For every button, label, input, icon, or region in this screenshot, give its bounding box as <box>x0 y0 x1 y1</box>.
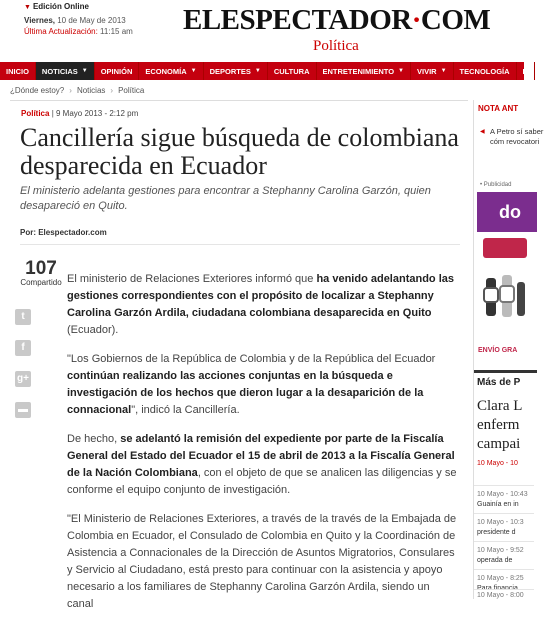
article-subtitle: El ministerio adelanta gestiones para encontrar a Stephanny Carolina Garzón, quien desapareció en Quito. <box>20 185 431 212</box>
paragraph: El ministerio de Relaciones Exteriores informó que ha venido adelantando las gestiones correspondientes con el propósito de localizar a Stephanny Carolina Garzón Ardila, ciudadana colombiana desaparecida en Quito (Ecuador). <box>67 273 454 336</box>
list-item[interactable]: 10 Mayo - 9:52 operada de <box>477 547 524 564</box>
main-nav <box>0 62 528 80</box>
divider <box>474 589 534 590</box>
edition-selector[interactable]: ▼ Edición Online <box>24 2 89 11</box>
current-date: Viernes, 10 de May de 2013 <box>24 16 126 25</box>
breadcrumb: ¿Dónde estoy? › Noticias › Política <box>10 86 145 95</box>
nav-item-vivir[interactable]: VIVIR ▼ <box>411 62 454 80</box>
list-item[interactable]: 10 Mayo - 8:25 <box>477 575 524 582</box>
divider <box>474 485 534 486</box>
featured-news-date: 10 Mayo - 10 <box>477 460 518 467</box>
nav-item-tecnologia[interactable]: TECNOLOGÍA <box>454 62 517 80</box>
nav-item-economia[interactable]: ECONOMÍA ▼ <box>139 62 203 80</box>
previous-note-link[interactable]: ◀ A Petro sí saber cóm revocatori <box>480 127 544 146</box>
nav-item-inicio[interactable]: INICIO <box>0 62 36 80</box>
breadcrumb-politica[interactable]: Política <box>118 86 145 95</box>
divider <box>474 569 534 570</box>
article-section-link[interactable]: Política <box>21 109 50 118</box>
previous-note-heading: NOTA ANT <box>478 104 519 113</box>
last-update: Última Actualización: 11:15 am <box>24 27 133 36</box>
ad-shipping-text: ENVÍO GRA <box>478 347 518 354</box>
divider <box>20 244 460 245</box>
chevron-down-icon: ▼ <box>81 68 88 74</box>
list-item[interactable]: 10 Mayo - 10:43 Guainía en in <box>477 491 528 508</box>
share-count: 107 Compartido <box>20 258 62 287</box>
chevron-down-icon: ▼ <box>398 68 404 74</box>
paragraph: "Los Gobiernos de la República de Colombia y de la República del Ecuador continúan realizando las acciones conjuntas en la búsqueda e investigación de los hechos que dieron lugar a la desaparición de la connacional", indicó la Cancillería. <box>67 353 436 416</box>
twitter-icon[interactable]: t <box>15 309 31 325</box>
nav-item-entretenimiento[interactable]: ENTRETENIMIENTO ▼ <box>317 62 412 80</box>
paragraph: De hecho, se adelantó la remisión del expediente por parte de la Fiscalía General del Estado del Ecuador el 15 de abril de 2013 a la Fiscalía General de la Nación Colombiana, con el objeto de que se analicen las diligencias y se conforme el equipo conjunto de investigación. <box>67 433 457 496</box>
article-author: Por: Elespectador.com <box>20 228 107 237</box>
featured-news-link[interactable]: Clara L enferm campai <box>477 398 522 452</box>
site-header <box>0 0 524 62</box>
article-meta: Política | 9 Mayo 2013 - 2:12 pm <box>21 109 139 118</box>
comment-icon[interactable]: ▬ <box>15 402 31 418</box>
list-item[interactable]: 10 Mayo - 8:00 <box>477 592 524 599</box>
chevron-down-icon: ▼ <box>254 68 261 74</box>
article-title: Cancillería sigue búsqueda de colombiana desparecida en Ecuador <box>20 123 459 180</box>
sidebar <box>473 100 544 599</box>
nav-item-noticias[interactable]: NOTICIAS ▼ <box>36 62 95 80</box>
ad-label: • Publicidad <box>480 182 512 188</box>
arrow-icon: ◀ <box>480 129 485 135</box>
list-item[interactable]: 10 Mayo - 10:3 presidente d <box>477 519 524 536</box>
more-heading: Más de P <box>474 370 537 388</box>
nav-item-more[interactable]: B <box>517 62 535 80</box>
breadcrumb-noticias[interactable]: Noticias <box>76 86 106 95</box>
chevron-down-icon: ▼ <box>440 68 447 74</box>
divider <box>474 541 534 542</box>
section-title: Política <box>313 38 359 54</box>
ad-watches-image[interactable] <box>480 270 528 325</box>
ad-product-image[interactable] <box>483 238 527 258</box>
divider <box>10 100 468 101</box>
google-plus-icon[interactable]: g+ <box>15 371 31 387</box>
site-logo[interactable]: ELESPECTADOR·COM <box>183 4 491 36</box>
article-body <box>67 271 457 625</box>
nav-item-deportes[interactable]: DEPORTES ▼ <box>204 62 268 80</box>
paragraph: "El Ministerio de Relaciones Exteriores, a través de la través de la Embajada de Colombia en Ecuador, el Consulado de Colombia en Quito y la Coordinación de Asistencia a Connacionales de la Dirección de Asuntos Migratorios, Consulares y Servicio al Ciudadano, está presto para continuar con la asistencia y apoyo necesario a los familiares de Stephanny Carolina Garzón Ardila, siendo un canal <box>67 513 457 610</box>
facebook-icon[interactable]: f <box>15 340 31 356</box>
chevron-down-icon: ▼ <box>190 68 197 74</box>
nav-item-cultura[interactable]: CULTURA <box>268 62 317 80</box>
chevron-down-icon: ▼ <box>24 4 31 11</box>
nav-item-opinion[interactable]: OPINIÓN <box>95 62 140 80</box>
divider <box>474 513 534 514</box>
ad-banner[interactable]: do <box>477 192 537 232</box>
